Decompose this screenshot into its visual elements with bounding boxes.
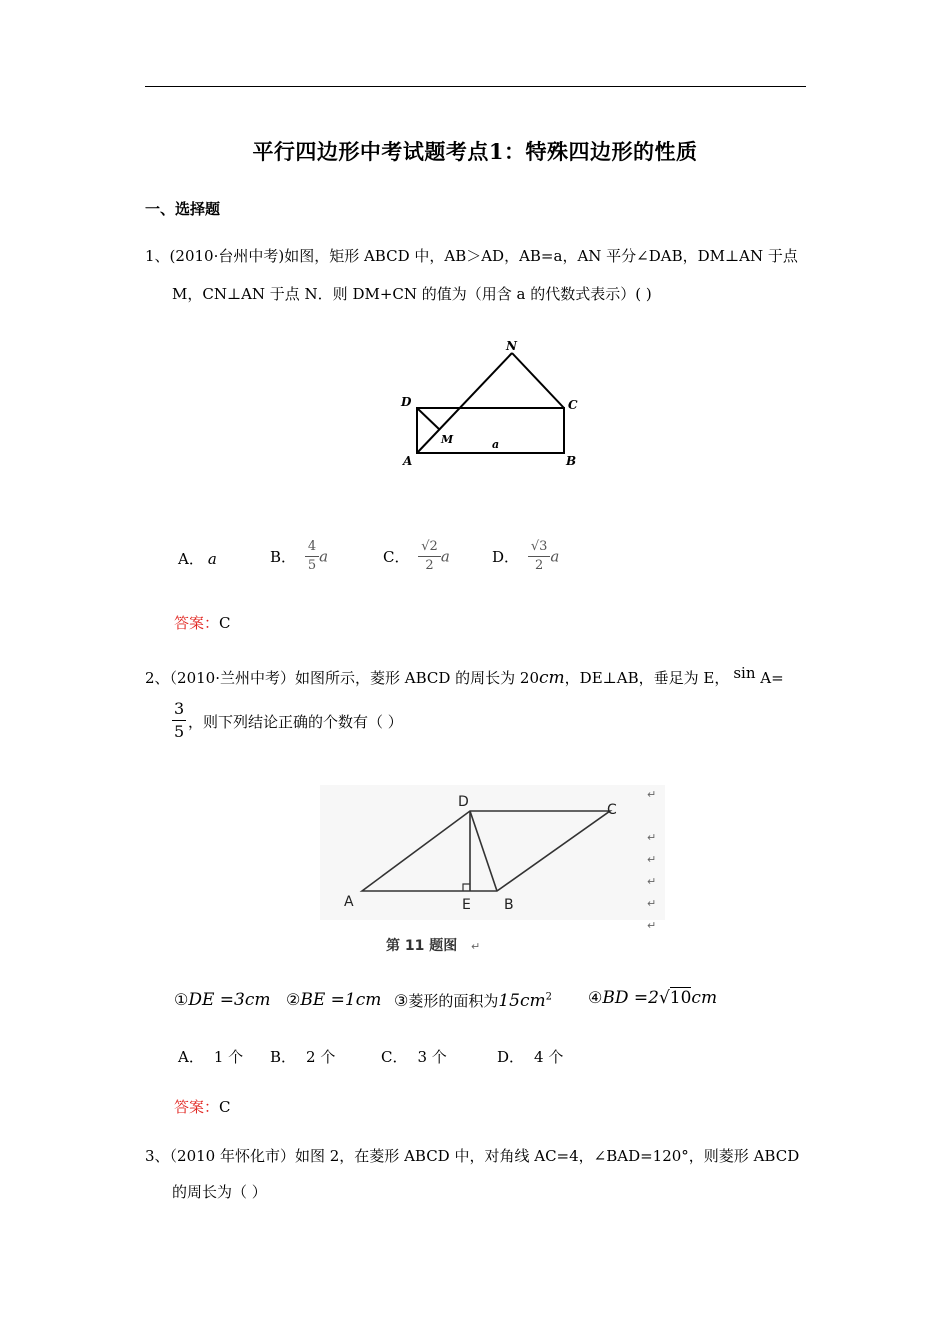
q3-text-line1: 3、（2010 年怀化市）如图 2，在菱形 ABCD 中，对角线 AC=4，∠BAD=120°，则菱形 ABCD — [145, 1147, 800, 1165]
q1-figure — [395, 335, 590, 475]
q2-label-b: B — [504, 897, 514, 913]
q1-label-a-side: a — [492, 438, 500, 451]
return-mark: ↵ — [647, 831, 657, 844]
q1-label-m: M — [441, 433, 454, 446]
q2-option-d: D． 4 个 — [497, 1048, 564, 1066]
return-mark: ↵ — [647, 853, 657, 866]
q2-conclusion-4: ④BD =2√10cm — [588, 988, 718, 1008]
q1-option-b: B． $\frac{4}{5}$ a — [270, 539, 329, 573]
q2-option-c: C． 3 个 — [381, 1048, 447, 1066]
q2-option-a: A． 1 个 — [178, 1048, 244, 1066]
section-heading: 一、选择题 — [145, 200, 221, 218]
page-title: 平行四边形中考试题考点1：特殊四边形的性质 — [252, 139, 698, 164]
q1-label-c: C — [568, 398, 578, 412]
q1-line-nc — [512, 353, 564, 408]
q1-option-d: D． $\frac{√3}{2}$ a — [492, 539, 560, 573]
q2-label-a: A — [344, 894, 354, 910]
q1-option-c: C． $\frac{√2}{2}$ a — [383, 539, 450, 573]
q2-fraction: 3 5 — [174, 699, 185, 741]
q2-conclusion-3: ③菱形的面积为$15cm^2$ — [394, 991, 553, 1011]
q2-figure-caption: 第 11 题图 — [386, 938, 458, 954]
q2-label-e: E — [462, 897, 471, 913]
q2-conclusion-1: ①DE =3cm — [174, 990, 271, 1010]
q1-label-a: A — [403, 454, 413, 468]
q1-label-d: D — [401, 395, 412, 409]
q1-answer: 答案：C — [174, 614, 231, 632]
header-rule — [145, 86, 806, 87]
q1-text-line2: M，CN⊥AN 于点 N．则 DM+CN 的值为（用含 a 的代数式表示）( ) — [172, 285, 652, 303]
q1-label-b: B — [566, 454, 577, 468]
return-mark: ↵ — [647, 919, 657, 932]
q3-text-line2: 的周长为（ ） — [172, 1183, 267, 1201]
q1-line-dm — [417, 408, 440, 430]
q1-label-n: N — [506, 339, 517, 353]
q1-option-a: A． a — [178, 550, 217, 568]
q1-text-line1: 1、(2010·台州中考)如图，矩形 ABCD 中，AB＞AD，AB=a，AN 平分∠DAB，DM⊥AN 于点 — [145, 247, 798, 265]
q2-text-line1: 2、（2010·兰州中考）如图所示，菱形 ABCD 的周长为 20cm，DE⊥AB，垂足为 E， sin A= — [145, 664, 784, 688]
q2-option-b: B． 2 个 — [270, 1048, 336, 1066]
return-mark: ↵ — [647, 788, 657, 801]
return-mark: ↵ — [647, 875, 657, 888]
return-mark: ↵ — [647, 897, 657, 910]
q2-answer: 答案：C — [174, 1098, 231, 1116]
q2-text-line2: ，则下列结论正确的个数有（ ） — [188, 713, 403, 731]
q2-conclusion-2: ②BE =1cm — [286, 990, 382, 1010]
q2-label-c: C — [607, 802, 617, 818]
return-mark: ↵ — [471, 940, 481, 953]
q2-label-d: D — [458, 794, 469, 810]
q2-figure — [320, 785, 665, 960]
